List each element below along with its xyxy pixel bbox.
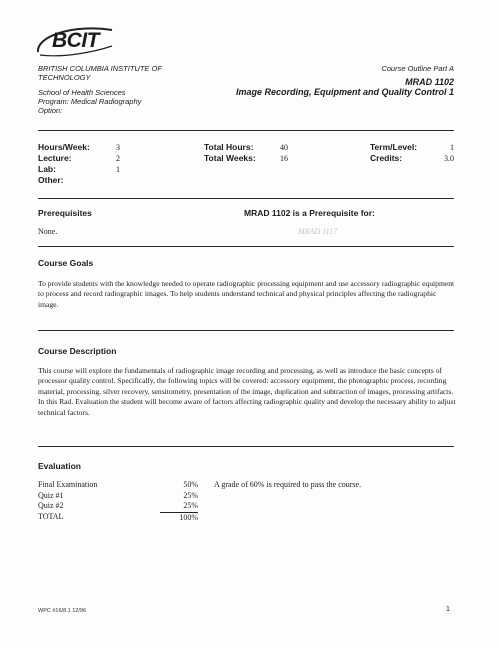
credits-label: Credits:	[370, 153, 403, 163]
course-goals-text: To provide students with the knowledge needed to operate radiographic processing equipment and use accessory radiographic equipment to process and record radiographic images. To help students understand technical and physical principles affecting the radiographic image.	[38, 279, 455, 309]
course-goals-heading: Course Goals	[38, 258, 94, 268]
term-level-value: 1	[450, 143, 454, 152]
lab-label: Lab:	[38, 164, 56, 174]
total-weeks-label: Total Weeks:	[204, 153, 256, 163]
evaluation-row-label: Quiz #2	[38, 501, 64, 510]
total-hours-value: 40	[280, 143, 288, 152]
divider	[38, 330, 454, 331]
program-name: Program: Medical Radiography	[38, 97, 142, 106]
evaluation-row-value: 100%	[179, 512, 198, 522]
lab-value: 1	[116, 165, 120, 174]
divider	[38, 130, 454, 131]
logo-text: BCIT	[52, 29, 99, 52]
evaluation-row-label: Quiz #1	[38, 490, 64, 500]
course-title: Image Recording, Equipment and Quality Control 1	[235, 87, 454, 97]
course-description-heading: Course Description	[38, 346, 117, 356]
doc-type: Course Outline Part A	[381, 64, 454, 73]
lecture-value: 2	[116, 154, 120, 163]
divider	[38, 446, 454, 447]
prereq-for-value: MRAD 1117	[298, 227, 338, 236]
term-level-label: Term/Level:	[370, 142, 418, 152]
bcit-logo	[34, 22, 116, 62]
course-description-text: This course will explore the fundamentals of radiographic image recording and processing, as well as introduce the basic concepts of processor quality control. Specifically, the following topics will be covered: accessory equipment, the photographic process, recording material, processing, silver recovery, sensitometry, presentation of the image, duplication and subtraction of images, processing artifacts. In this Rad. Evaluation the student will become aware of factors affecting radiographic quality and develop the necessary ability to adjust technical factors.	[38, 366, 456, 417]
option-label: Option:	[38, 106, 63, 115]
credits-value: 3.0	[444, 154, 454, 163]
evaluation-row-label: TOTAL	[38, 511, 64, 521]
total-weeks-value: 16	[280, 154, 288, 163]
page-number: 1	[446, 606, 450, 613]
evaluation-row-value: 25%	[160, 501, 198, 513]
divider	[38, 246, 454, 247]
evaluation-row-value: 50%	[183, 480, 198, 489]
other-label: Other:	[38, 175, 64, 185]
evaluation-row-label: Final Examination	[38, 480, 98, 489]
prerequisites-value: None.	[38, 227, 58, 236]
hours-week-label: Hours/Week:	[38, 142, 90, 152]
total-hours-label: Total Hours:	[204, 142, 254, 152]
prerequisites-heading: Prerequisites	[38, 208, 92, 218]
evaluation-row-value: 25%	[183, 490, 198, 500]
school-name: School of Health Sciences	[38, 88, 126, 97]
institute-name-line1: BRITISH COLUMBIA INSTITUTE OF	[38, 64, 162, 73]
prereq-for-heading: MRAD 1102 is a Prerequisite for:	[244, 208, 375, 218]
form-code: WPC #16/8.1 12/96	[38, 608, 87, 614]
course-code: MRAD 1102	[405, 77, 454, 87]
hours-week-value: 3	[116, 143, 120, 152]
divider	[38, 198, 454, 199]
evaluation-heading: Evaluation	[38, 461, 81, 471]
lecture-label: Lecture:	[38, 153, 72, 163]
institute-name-line2: TECHNOLOGY	[38, 73, 91, 82]
evaluation-note: A grade of 60% is required to pass the course.	[214, 480, 362, 489]
